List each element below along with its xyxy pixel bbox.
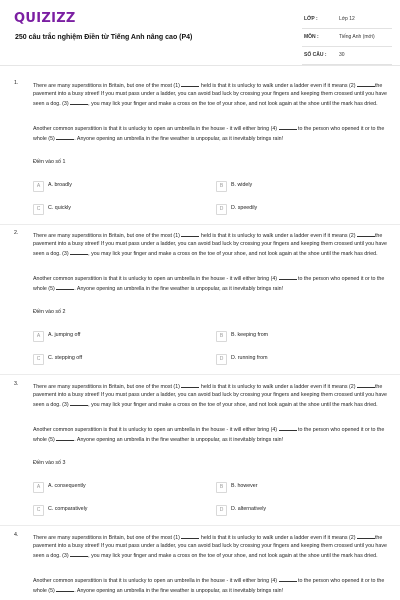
passage-paragraph-2: Another common superstition is that it is unlucky to open an umbrella in the house - it will either bring (4) to the person who opened it or to the whole (5) . Anyone opening an umbrella in the fine weather is unpopular, as it inevitably brings rain!	[33, 123, 387, 143]
meta-key: SỐ CÂU :	[304, 52, 327, 58]
option-a[interactable]	[33, 181, 183, 191]
question-divider	[0, 374, 400, 375]
option-letter: D	[216, 354, 227, 365]
option-letter: C	[33, 354, 44, 365]
question-number: 4.	[14, 532, 19, 538]
option-text: A. consequently	[48, 483, 86, 489]
option-text: C. quickly	[48, 205, 71, 211]
option-letter: A	[33, 181, 44, 192]
option-text: D. speedily	[231, 205, 258, 211]
option-c[interactable]	[33, 204, 183, 214]
option-text: C. stepping off	[48, 355, 83, 361]
option-text: B. widely	[231, 182, 253, 188]
meta-value: 30	[339, 52, 345, 58]
question-instruction: Điền vào số 1	[33, 159, 66, 165]
option-letter: A	[33, 482, 44, 493]
meta-row-class	[302, 14, 392, 29]
option-b[interactable]	[216, 482, 366, 492]
option-letter: C	[33, 204, 44, 215]
meta-value: Lớp 12	[339, 16, 355, 22]
option-text: B. however	[231, 483, 258, 489]
option-b[interactable]	[216, 181, 366, 191]
passage-paragraph-1: There are many superstitions in Britain, but one of the most (1) held is that it is unlucky to walk under a ladder even if it means (2) the pavement into a busy street! If you must pass under a ladder, you can avoid bad luck by crossing your fingers and keeping them crossed until you have seen a dog. (3) , you may lick your finger and make a cross on the toe of your shoe, and not look again at the shoe until the mark has dried.	[33, 230, 387, 258]
meta-info	[302, 14, 392, 68]
option-b[interactable]	[216, 331, 366, 341]
option-letter: D	[216, 505, 227, 516]
option-text: A. broadly	[48, 182, 72, 188]
meta-key: MÔN :	[304, 34, 319, 40]
meta-row-subject	[302, 32, 392, 47]
page-header	[0, 0, 400, 64]
option-text: D. alternatively	[231, 506, 267, 512]
passage-paragraph-1: There are many superstitions in Britain, but one of the most (1) held is that it is unlucky to walk under a ladder even if it means (2) the pavement into a busy street! If you must pass under a ladder, you can avoid bad luck by crossing your fingers and keeping them crossed until you have seen a dog. (3) , you may lick your finger and make a cross on the toe of your shoe, and not look again at the shoe until the mark has dried.	[33, 532, 387, 560]
passage-paragraph-2: Another common superstition is that it is unlucky to open an umbrella in the house - it will either bring (4) to the person who opened it or to the whole (5) . Anyone opening an umbrella in the fine weather is unpopular, as it inevitably brings rain!	[33, 273, 387, 293]
option-d[interactable]	[216, 354, 366, 364]
question-instruction: Điền vào số 2	[33, 309, 66, 315]
option-letter: D	[216, 204, 227, 215]
question-divider	[0, 224, 400, 225]
question-divider	[0, 525, 400, 526]
option-a[interactable]	[33, 331, 183, 341]
option-c[interactable]	[33, 505, 183, 515]
option-text: B. keeping from	[231, 332, 269, 338]
option-a[interactable]	[33, 482, 183, 492]
quizizz-logo: QUIZIZZ	[14, 11, 76, 26]
option-letter: C	[33, 505, 44, 516]
option-letter: B	[216, 331, 227, 342]
passage-paragraph-2: Another common superstition is that it is unlucky to open an umbrella in the house - it will either bring (4) to the person who opened it or to the whole (5) . Anyone opening an umbrella in the fine weather is unpopular, as it inevitably brings rain!	[33, 424, 387, 444]
meta-key: LỚP :	[304, 16, 318, 22]
option-d[interactable]	[216, 204, 366, 214]
question-number: 1.	[14, 80, 19, 86]
question-number: 3.	[14, 381, 19, 387]
meta-value: Tiếng Anh (mới)	[339, 34, 375, 40]
question-instruction: Điền vào số 3	[33, 460, 66, 466]
question-number: 2.	[14, 230, 19, 236]
option-letter: A	[33, 331, 44, 342]
meta-row-count	[302, 50, 392, 65]
option-text: A. jumping off	[48, 332, 81, 338]
header-divider	[0, 65, 400, 66]
option-text: C. comparatively	[48, 506, 88, 512]
passage-paragraph-2: Another common superstition is that it is unlucky to open an umbrella in the house - it will either bring (4) to the person who opened it or to the whole (5) . Anyone opening an umbrella in the fine weather is unpopular, as it inevitably brings rain!	[33, 575, 387, 595]
option-text: D. running from	[231, 355, 268, 361]
option-c[interactable]	[33, 354, 183, 364]
passage-paragraph-1: There are many superstitions in Britain, but one of the most (1) held is that it is unlucky to walk under a ladder even if it means (2) the pavement into a busy street! If you must pass under a ladder, you can avoid bad luck by crossing your fingers and keeping them crossed until you have seen a dog. (3) , you may lick your finger and make a cross on the toe of your shoe, and not look again at the shoe until the mark has dried.	[33, 80, 387, 108]
option-d[interactable]	[216, 505, 366, 515]
passage-paragraph-1: There are many superstitions in Britain, but one of the most (1) held is that it is unlucky to walk under a ladder even if it means (2) the pavement into a busy street! If you must pass under a ladder, you can avoid bad luck by crossing your fingers and keeping them crossed until you have seen a dog. (3) , you may lick your finger and make a cross on the toe of your shoe, and not look again at the shoe until the mark has dried.	[33, 381, 387, 409]
option-letter: B	[216, 482, 227, 493]
option-letter: B	[216, 181, 227, 192]
document-title: 250 câu trắc nghiệm Điền từ Tiếng Anh nâng cao (P4)	[15, 34, 193, 41]
